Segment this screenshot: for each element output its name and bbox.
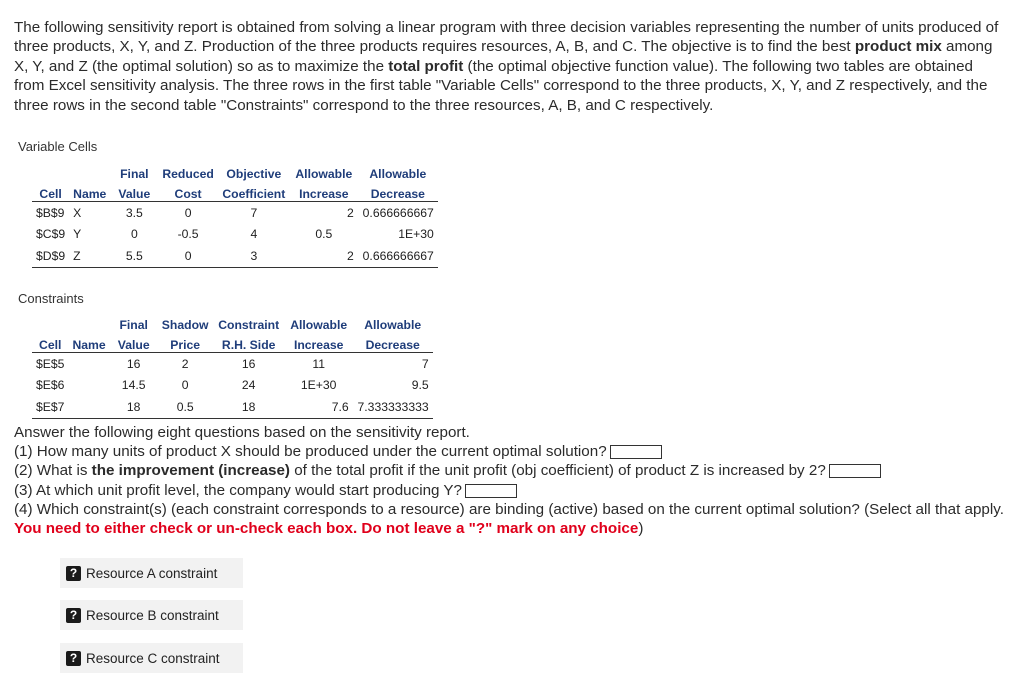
variable-cells-title: Variable Cells xyxy=(18,139,98,154)
constraints-title: Constraints xyxy=(18,291,84,306)
intro-bold-product-mix: product mix xyxy=(854,38,942,56)
header-value: Value xyxy=(110,181,158,202)
header-name: Name xyxy=(68,332,109,353)
header-coefficient: Coefficient xyxy=(218,181,290,202)
table-header-row-top xyxy=(32,160,438,181)
header-value: Value xyxy=(110,332,158,353)
header-increase: Increase xyxy=(290,181,358,202)
intro-bold-total-profit: total profit xyxy=(388,57,464,75)
question-2-bold: the improvement (increase) xyxy=(91,462,290,480)
cell-value: 3.5 xyxy=(125,205,143,220)
header-allowable: Allowable xyxy=(295,166,353,181)
cell-value: 0.5 xyxy=(315,227,333,242)
cell-name xyxy=(68,396,109,418)
intro-text-1: The following sensitivity report is obtained from solving a linear program with three decision variables representing the number of units produced of three products, X, Y, and Z. Production of the three products requires resources, A, B, and C. The objective is to find the best xyxy=(14,19,999,56)
cell-ref: $D$9 xyxy=(32,245,69,267)
header-final: Final xyxy=(120,166,149,181)
variable-cells-table xyxy=(32,160,438,268)
cell-value: 4 xyxy=(250,227,258,242)
cell-value: 16 xyxy=(126,356,141,371)
header-decrease: Decrease xyxy=(353,332,433,353)
table-header-row-bottom xyxy=(32,332,433,353)
table-row xyxy=(32,202,438,224)
choice-label: Resource B constraint xyxy=(86,607,219,623)
header-cost: Cost xyxy=(158,181,217,202)
cell-value: 1E+30 xyxy=(300,378,337,393)
header-cell: Cell xyxy=(32,332,68,353)
header-rhs: R.H. Side xyxy=(213,332,285,353)
cell-value: 14.5 xyxy=(121,378,146,393)
table-row xyxy=(32,245,438,267)
question-1-text: (1) How many units of product X should be produced under the current optimal solution? xyxy=(14,443,607,461)
cell-value: 0.666666667 xyxy=(362,205,434,220)
cell-ref: $C$9 xyxy=(36,227,66,242)
cell-value: 18 xyxy=(213,396,285,418)
table-header-row-bottom xyxy=(32,181,438,202)
cell-value: 7.6 xyxy=(285,396,353,418)
question-3 xyxy=(14,481,1004,500)
cell-value: 9.5 xyxy=(411,378,429,393)
cell-value: 7.333333333 xyxy=(353,396,433,418)
question-3-text: (3) At which unit profit level, the company would start producing Y? xyxy=(14,481,462,499)
cell-value: 2 xyxy=(290,245,358,267)
question-2 xyxy=(14,461,1004,480)
header-allowable: Allowable xyxy=(369,166,427,181)
questions-lead: Answer the following eight questions based on the sensitivity report. xyxy=(14,424,470,441)
header-increase: Increase xyxy=(285,332,353,353)
cell-name: Z xyxy=(69,245,110,267)
question-2-text-a: (2) What is xyxy=(14,462,92,480)
header-constraint: Constraint xyxy=(218,317,280,332)
header-allowable: Allowable xyxy=(290,317,348,332)
cell-name xyxy=(68,375,109,397)
question-4-text: (4) Which constraint(s) (each constraint corresponds to a resource) are binding (active) based on the current optimal solution? (Select all that apply. xyxy=(14,500,1004,518)
header-cell xyxy=(68,311,109,332)
cell-value: 0 xyxy=(184,205,192,220)
cell-value: 1E+30 xyxy=(398,227,434,242)
choice-label: Resource A constraint xyxy=(86,565,218,581)
cell-value: 11 xyxy=(312,356,325,371)
header-shadow: Shadow xyxy=(161,317,209,332)
question-mark-icon[interactable]: ? xyxy=(66,608,81,623)
question-2-text-c: of the total profit if the unit profit (obj coefficient) of product Z is increased by 2? xyxy=(289,462,826,480)
table-row xyxy=(32,224,438,246)
cell-ref: $E$7 xyxy=(32,396,68,418)
cell-value: -0.5 xyxy=(177,227,199,242)
question-mark-icon[interactable]: ? xyxy=(66,566,81,581)
cell-name: X xyxy=(73,205,82,220)
header-objective: Objective xyxy=(226,166,282,181)
cell-value: 2 xyxy=(347,205,354,220)
cell-ref: $B$9 xyxy=(36,205,65,220)
header-allowable: Allowable xyxy=(364,317,422,332)
question-mark-icon[interactable]: ? xyxy=(66,651,81,666)
cell-value: 0.666666667 xyxy=(358,245,438,267)
cell-name: Y xyxy=(73,227,82,242)
question-4 xyxy=(14,500,1004,538)
header-cell xyxy=(69,160,110,181)
header-name: Name xyxy=(69,181,110,202)
cell-ref: $E$5 xyxy=(36,356,65,371)
cell-value: 7 xyxy=(250,205,258,220)
cell-value: 5.5 xyxy=(110,245,158,267)
cell-value: 0.5 xyxy=(158,396,213,418)
cell-ref: $E$6 xyxy=(36,378,65,393)
cell-value: 2 xyxy=(181,356,189,371)
question-4-warning: You need to either check or un-check each box. Do not leave a "?" mark on any choice xyxy=(14,520,639,538)
header-reduced: Reduced xyxy=(162,166,214,181)
cell-value: 0 xyxy=(158,245,217,267)
questions-block xyxy=(14,423,1004,538)
cell-value: 24 xyxy=(241,378,256,393)
table-row xyxy=(32,375,433,397)
cell-value: 7 xyxy=(421,356,429,371)
constraints-table xyxy=(32,311,433,419)
header-cell xyxy=(32,311,68,332)
answer-1-input[interactable] xyxy=(610,445,662,459)
cell-value: 3 xyxy=(218,245,290,267)
intro-text-2: among X, Y, and Z (the optimal solution) so as to maximize the xyxy=(14,38,993,75)
header-cell xyxy=(32,160,69,181)
choice-label: Resource C constraint xyxy=(86,650,220,666)
cell-value: 0 xyxy=(181,378,189,393)
cell-value: 16 xyxy=(241,356,256,371)
header-cell: Cell xyxy=(32,181,69,202)
choice-resource-b[interactable] xyxy=(60,600,243,630)
table-row xyxy=(32,396,433,418)
answer-3-input[interactable] xyxy=(465,484,517,498)
intro-paragraph xyxy=(14,18,1004,115)
table-header-row-top xyxy=(32,311,433,332)
cell-value: 18 xyxy=(110,396,158,418)
header-final: Final xyxy=(119,317,148,332)
answer-2-input[interactable] xyxy=(829,464,881,478)
choice-resource-a[interactable] xyxy=(60,558,243,588)
intro-text-3: (the optimal objective function value). The following two tables are obtained from Excel sensitivity analysis. The three rows in the first table "Variable Cells" correspond to the three products, X, Y, and Z respectively, and the three rows in the second table "Constraints" correspond to the three resources, A, B, and C respectively. xyxy=(14,57,988,114)
header-decrease: Decrease xyxy=(358,181,438,202)
cell-name xyxy=(68,353,109,375)
cell-value: 0 xyxy=(130,227,138,242)
choice-resource-c[interactable] xyxy=(60,643,243,673)
question-1 xyxy=(14,442,1004,461)
table-row xyxy=(32,353,433,375)
question-4-end: ) xyxy=(638,520,644,538)
header-price: Price xyxy=(158,332,213,353)
